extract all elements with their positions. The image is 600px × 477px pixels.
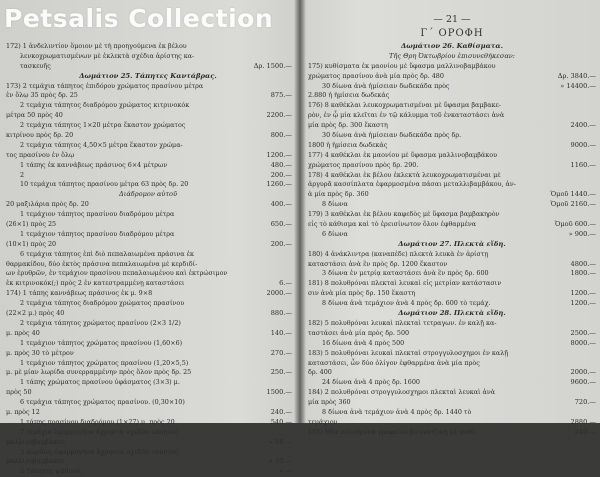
line-amount: » 14400.— <box>560 81 596 90</box>
line-amount: 400.— <box>270 200 292 209</box>
inventory-line <box>304 319 600 329</box>
line-amount: 200.— <box>270 170 292 179</box>
inventory-line <box>0 151 296 161</box>
inventory-line <box>304 299 600 309</box>
inventory-line <box>0 359 296 369</box>
inventory-line <box>0 368 296 378</box>
line-text: μαλλινοβαμβάκου <box>6 457 65 466</box>
inventory-line <box>304 359 600 369</box>
line-text: 2 τεμάχια τάπητος 1×20 μέτρα ἕκαστον χρώματος <box>20 121 186 130</box>
inventory-line <box>304 418 600 428</box>
line-amount: 9600.— <box>570 378 596 387</box>
line-text: 1 τεμάχιον τάπητος πρασίνου διαδρόμου μέτρα <box>20 210 175 219</box>
inventory-line <box>0 408 296 418</box>
line-amount: 250.— <box>270 368 292 377</box>
inventory-line <box>304 121 600 131</box>
line-text: ἀργυρᾶ κασσίπλατα ἐφαρμοσμένα πάσαι μεταλλιβαμβάκου, ἀν- <box>308 180 516 189</box>
inventory-line <box>0 329 296 339</box>
inventory-line <box>0 349 296 359</box>
inventory-line <box>0 42 296 52</box>
inventory-line <box>0 131 296 141</box>
inventory-line <box>0 279 296 289</box>
line-amount: 1160.— <box>570 160 596 169</box>
line-text: 1800 ἡ ἡμίσεια δωδεκάς <box>308 140 388 149</box>
line-text: ων ἐρυθρῶν, ἐν τεμάχιον πρασίνου πεπαλαιωμένου καὶ ἐκτρώσιμον <box>6 269 228 278</box>
line-amount: 800.— <box>270 131 292 140</box>
line-text: ἐκ κιτρινοκόκ(;) πρὸς 2 ἐν κατεστραμμένῃ καταστάσει <box>6 279 185 288</box>
line-amount: 9000.— <box>570 140 596 149</box>
line-amount: 8000.— <box>570 338 596 347</box>
line-text: 1 τάπης ἐκ καννάβεως πράσινος 6×4 μέτρων <box>20 160 168 169</box>
page-number: — 21 — <box>433 14 471 25</box>
line-amount: Δρ. 1500.— <box>253 61 292 70</box>
line-amount: 4800.— <box>570 259 596 268</box>
line-text: 6 δίωνα <box>322 229 348 238</box>
line-amount: 2880.— <box>570 417 596 426</box>
line-text: 1 τάπης πρασίνου διαδρόμου (1×27) μ. πρὸς 20 <box>20 417 175 426</box>
inventory-line <box>0 111 296 121</box>
inventory-line <box>0 418 296 428</box>
line-text: 184) 2 πολυθρόναι στρογγυλοσχημοι πλεκταὶ λευκαὶ ἀνὰ <box>308 388 496 397</box>
line-amount: 720.— <box>574 398 596 407</box>
line-amount: » 10.— <box>268 457 292 466</box>
line-text: τεμάχιον <box>308 417 338 426</box>
line-amount: 1200.— <box>570 299 596 308</box>
line-text: χρώματος πρασίνου πρὸς δρ. 290. <box>308 160 419 169</box>
line-text: 177) 4 καθέκλαι ἐκ μαονίου μὲ ὕφασμα μαλλινοβαμβάκου <box>308 150 497 159</box>
inventory-line <box>304 210 600 220</box>
line-amount: 1200.— <box>266 150 292 159</box>
line-text: 176) 8 καθέκλαι λευκοχρωματισμέναι μὲ ὕφασμα βαμβακε- <box>308 101 501 110</box>
inventory-line <box>0 210 296 220</box>
inventory-line <box>0 448 296 458</box>
inventory-line <box>0 339 296 349</box>
line-text: 3 λωρίδες ἐφαρμογῆνα ἄχρηστα σχεδὸν τάπητος <box>20 447 179 456</box>
line-text: πρὸς 50 <box>6 388 32 397</box>
inventory-line <box>304 220 600 230</box>
line-text: Δωμάτιον 27. Πλεκτὰ εἴδη. <box>398 239 506 248</box>
line-amount: 240.— <box>270 407 292 416</box>
inventory-line <box>0 230 296 240</box>
inventory-line <box>304 190 600 200</box>
inventory-line <box>0 269 296 279</box>
inventory-line <box>304 408 600 418</box>
inventory-line <box>304 200 600 210</box>
inventory-line <box>304 180 600 190</box>
inventory-line <box>0 161 296 171</box>
inventory-line <box>0 457 296 467</box>
inventory-line <box>304 230 600 240</box>
line-text: ὰ μία πρὸς δρ. 360 <box>308 190 369 199</box>
inventory-line <box>304 101 600 111</box>
line-text: ταστάσει ἀνὰ μία πρὸς δρ. 500 <box>308 328 410 337</box>
inventory-line <box>304 398 600 408</box>
inventory-line <box>0 260 296 270</box>
inventory-line <box>304 72 600 82</box>
subheading <box>304 52 600 62</box>
line-text: 2 <box>20 170 25 179</box>
right-page-lines <box>304 42 600 438</box>
line-text: 2 τεμάχια τάπητος χρώματος πρασίνου (2×3 1/2) <box>20 318 181 327</box>
line-text: 173) 2 τεμάχια τάπητος ἐπιδόρου χρώματος πρασίνου μέτρα <box>6 81 204 90</box>
line-text: 6 τεμάχια τάπητος ἐπὶ διὸ πεπαλαιωμένα πράσινα ἐκ <box>20 249 195 258</box>
inventory-line <box>304 62 600 72</box>
line-amount: 140.— <box>270 328 292 337</box>
line-text: 2 τεμάχια τάπητος διαδρόμου χρώματος πρασίνου <box>20 299 185 308</box>
inventory-line <box>0 82 296 92</box>
line-text: τασκευῆς <box>20 61 51 70</box>
line-text: 2 Τάπητες ψάθινοι <box>20 467 82 476</box>
line-text: 185) Μία πολυθρόνα γραφείου βιενναίζικη μὲ ψαθί <box>308 427 475 436</box>
inventory-line <box>304 269 600 279</box>
line-text: μαλλινοβαμβάκου <box>6 437 65 446</box>
line-text: 8 δίωνα ἀνὰ τεμάχιον ἀνὰ 4 πρὸς δρ. 600 τὸ τεμάχ. <box>322 299 491 308</box>
line-text: 7 τεμάχια ἐφαρμογῆνα ἄχρηστα σχεδὸν τάπητος <box>20 427 179 436</box>
line-text: 8 δίωνα <box>322 200 348 209</box>
line-amount: 1800.— <box>570 269 596 278</box>
line-text: (10×1) πρὸς 20 <box>6 239 57 248</box>
inventory-line <box>304 339 600 349</box>
inventory-line <box>0 388 296 398</box>
inventory-line <box>0 171 296 181</box>
line-text: Δωμάτιον 25. Τάπητες Καντάβρας. <box>79 71 217 80</box>
inventory-line <box>304 82 600 92</box>
left-page-lines <box>0 42 296 477</box>
line-text: 1 τεμάχιον τάπητος χρώματος πρασίνου (1,60×6) <box>20 338 183 347</box>
line-text: 20 μαξιλάρια πρὸς δρ. 20 <box>6 200 89 209</box>
line-text: 24 δίωνα ἀνὰ 4 πρὸς δρ. 1600 <box>322 378 420 387</box>
inventory-line <box>304 111 600 121</box>
inventory-line <box>304 378 600 388</box>
line-text: Δωμάτιον 26. Καθίσματα. <box>401 42 503 50</box>
inventory-line <box>304 171 600 181</box>
line-text: 8 δίωνα ἀνὰ τεμάχιον ἀνὰ 4 πρὸς δρ. 1440 τὸ <box>322 407 472 416</box>
line-amount: Ὁμοῦ 1440.— <box>550 190 596 199</box>
inventory-line <box>0 180 296 190</box>
line-amount: 200.— <box>270 239 292 248</box>
line-text: Τῆς Θρη Ὀκτωβρίου ἐπισυνεθήκεσαν: <box>388 51 516 60</box>
inventory-line <box>0 438 296 448</box>
line-text: σιν ἀνὰ μία πρὸς δρ. 150 ἕκαστη <box>308 289 416 298</box>
line-amount: Δρ. 3840.— <box>557 71 596 80</box>
inventory-line <box>304 91 600 101</box>
line-text: 180) 4 ἀνάκλιντρα (καναπέδε) πλεκτὰ λευκὰ ἐν ἀρίστῃ <box>308 249 489 258</box>
line-text: μ. πρὸς 12 <box>6 407 40 416</box>
line-text: 30 δίωνα ἀνὰ ἡμίσειαν δωδεκάδα πρὸς δρ. <box>322 131 462 140</box>
inventory-line <box>304 151 600 161</box>
room-heading <box>304 42 600 52</box>
inventory-line <box>304 279 600 289</box>
line-text: 175) κυθίσματα ἐκ μαονίου μὲ ὕφασμα μαλλινοβαμβάκου <box>308 61 496 70</box>
line-amount: 2000.— <box>570 368 596 377</box>
watermark-logo: Petsalis Collection <box>4 4 274 33</box>
inventory-line <box>304 260 600 270</box>
inventory-line <box>304 329 600 339</box>
inventory-line <box>304 289 600 299</box>
line-amount: 880.— <box>270 309 292 318</box>
line-amount: 540.— <box>270 417 292 426</box>
line-text: 174) 1 τάπης καννάβεως πράσινος ἐκ μ. 9×8 <box>6 289 153 298</box>
line-amount: Ὁμοῦ 600.— <box>554 220 596 229</box>
line-text: 1 τεμάχιον τάπητος χρώματος πρασίνου (1,20×5,5) <box>20 358 189 367</box>
line-text: μ. πρὸς 30 τὸ μέτρον <box>6 348 74 357</box>
line-text: λενκοχρωματισμένων μὲ ἐκλεκτὰ σχέδια ἀρίστης κα- <box>20 51 195 60</box>
inventory-line <box>0 289 296 299</box>
line-text: Διάδρομον αὐτοῦ <box>118 190 178 199</box>
line-text: 6 τεμάχια τάπητος χρώματος πρασίνου. (0,30×10) <box>20 398 185 407</box>
inventory-line <box>304 428 600 438</box>
inventory-line <box>0 52 296 62</box>
line-amount: » 900.— <box>568 229 596 238</box>
inventory-line <box>0 200 296 210</box>
line-text: (22×2 μ.) πρὸς 40 <box>6 309 65 318</box>
line-amount: 2400.— <box>570 121 596 130</box>
line-amount: 875.— <box>270 91 292 100</box>
line-text: κιτρίνου πρὸς δρ. 20 <box>6 131 74 140</box>
inventory-line <box>304 388 600 398</box>
line-amount: 480.— <box>270 160 292 169</box>
line-amount: » 18.— <box>268 437 292 446</box>
line-amount: 2200.— <box>266 111 292 120</box>
line-text: 182) 5 πολυθρόναι λευκαὶ πλεκταὶ τετραγων. ἐν καλῇ κα- <box>308 318 497 327</box>
line-text: 1 τεμάχιον τάπητος πρασίνου διαδρόμου μέτρα <box>20 229 175 238</box>
line-text: ἐν ὅλῳ 35 πρὸς δρ. 25 <box>6 91 78 100</box>
line-text: 10 τεμάχια τάπητος πρασίνου μέτρα 63 πρὸς δρ. 20 <box>20 180 189 189</box>
left-page <box>0 0 296 476</box>
inventory-line <box>304 131 600 141</box>
line-amount: 1200.— <box>570 289 596 298</box>
room-heading <box>304 309 600 319</box>
room-heading <box>0 72 296 82</box>
line-text: Δωμάτιον 28. Πλεκτὰ εἴδη. <box>398 309 506 318</box>
line-amount: 2000.— <box>266 289 292 298</box>
subheading <box>0 190 296 200</box>
inventory-line <box>304 250 600 260</box>
line-amount: 1500.— <box>266 388 292 397</box>
line-text: ρὸν, ἐν ᾧ μία κλεῖται ἐν τῷ κάλυμμα τοῦ ἐνκαταστάσει ἀνὰ <box>308 111 505 120</box>
inventory-line <box>0 220 296 230</box>
line-text: 1 τάπης χρώματος πρασίνου ὑφάσματος (3×3) μ. <box>20 378 180 387</box>
inventory-line <box>0 250 296 260</box>
line-text: καταστάσει ἀνὰ ἓν πρὸς δρ. 1200 ἕκαστον <box>308 259 448 268</box>
line-amount: 270.— <box>270 348 292 357</box>
inventory-line <box>0 428 296 438</box>
line-text: θαρμακίδου, δύο ἐκτὸς πράσινα πεπαλαιωμένα μὲ κερδιδί- <box>6 259 198 268</box>
line-text: 178) 4 καθέκλαι ἐκ βέλου ἐκλεκτὰ λευκοχρωματισμέναι μὲ <box>308 170 501 179</box>
inventory-line <box>0 62 296 72</box>
line-amount: Ὁμοῦ 2160.— <box>550 200 596 209</box>
line-text: 16 δίωνα ἀνὰ 4 πρὸς 500 <box>322 338 405 347</box>
line-text: 3 δίωνα ἐν μετρίᾳ καταστάσει ἀνὰ ἓν πρὸς δρ. 600 <box>322 269 489 278</box>
line-text: 179) 3 καθέκλαι ἐκ βέλου καφεδὸς μὲ ὕφασμα βαμβακηρὸν <box>308 210 500 219</box>
line-text: μία πρὸς δρ. 300 ἕκαστη <box>308 121 388 130</box>
right-page <box>304 0 600 436</box>
inventory-line <box>0 319 296 329</box>
inventory-line <box>0 398 296 408</box>
line-text: μ. μὲ μίαν λωρίδα συνερραμμένην πρὸς ὅλον πρὸς δρ. 25 <box>6 368 192 377</box>
line-amount: 1260.— <box>266 180 292 189</box>
line-text: 30 δίωνα ἀνὰ ἡμίσειαν δωδεκάδα πρὸς <box>322 81 450 90</box>
line-text: χρώματος πρασίνου ἀνὰ μία πρὸς δρ. 480 <box>308 71 444 80</box>
line-text: μέτρα 50 πρὸς 40 <box>6 111 63 120</box>
inventory-line <box>304 349 600 359</box>
inventory-line <box>304 161 600 171</box>
inventory-line <box>0 240 296 250</box>
line-amount: 650.— <box>270 220 292 229</box>
inventory-line <box>0 309 296 319</box>
line-text: εἰς τὸ κάθισμα καὶ τὸ ἐρεισίνωτον ὅλον ἐφθαρμένα <box>308 220 477 229</box>
inventory-line <box>304 141 600 151</box>
line-text: καταστάσει, ὧν δύο ὀλίγον ἐφθαρμένα ἀνὰ μία πρὸς <box>308 358 480 367</box>
line-text: μ. πρὸς 40 <box>6 328 40 337</box>
inventory-line <box>304 368 600 378</box>
line-text: 181) 8 πολυθρόναι πλεκταὶ λευκαὶ εἰς μετρίαν κατάστασιν <box>308 279 502 288</box>
inventory-line <box>0 91 296 101</box>
line-text: μία πρὸς 360 <box>308 398 351 407</box>
line-amount: 6.— <box>279 279 292 288</box>
inventory-line <box>0 467 296 477</box>
inventory-line <box>0 378 296 388</box>
line-text: 172) 1 ἀνδελιντίον ὅμοιον μὲ τὴ προηγούμενα ἐκ βέλου <box>6 42 187 50</box>
line-amount: 240.— <box>574 427 596 436</box>
line-text: 2 τεμάχια τάπητος 4,50×5 μέτρα ἕκαστον χρώμα- <box>20 140 183 149</box>
room-heading <box>304 240 600 250</box>
line-amount: » — <box>279 467 292 476</box>
inventory-line <box>0 101 296 111</box>
line-text: 2.880 ἡ ἡμίσεια δωδεκάς <box>308 91 390 100</box>
line-text: 183) 5 πολυθρόναι λευκαὶ πλεκταὶ στρογγυλοσχημοι ἐν καλῇ <box>308 348 509 357</box>
inventory-line <box>0 121 296 131</box>
line-text: (26×1) πρὸς 25 <box>6 220 57 229</box>
line-text: τος πρασίνου ἐν ὅλῳ <box>6 150 75 159</box>
line-amount: 2500.— <box>570 328 596 337</box>
line-text: 2 τεμάχια τάπητος διαδρόμου χρώματος κιτρινοκόκ <box>20 101 190 110</box>
inventory-line <box>0 141 296 151</box>
section-title: Γ΄ ΟΡΟΦΗ <box>420 28 484 39</box>
line-text: δρ. 400 <box>308 368 332 377</box>
inventory-line <box>0 299 296 309</box>
